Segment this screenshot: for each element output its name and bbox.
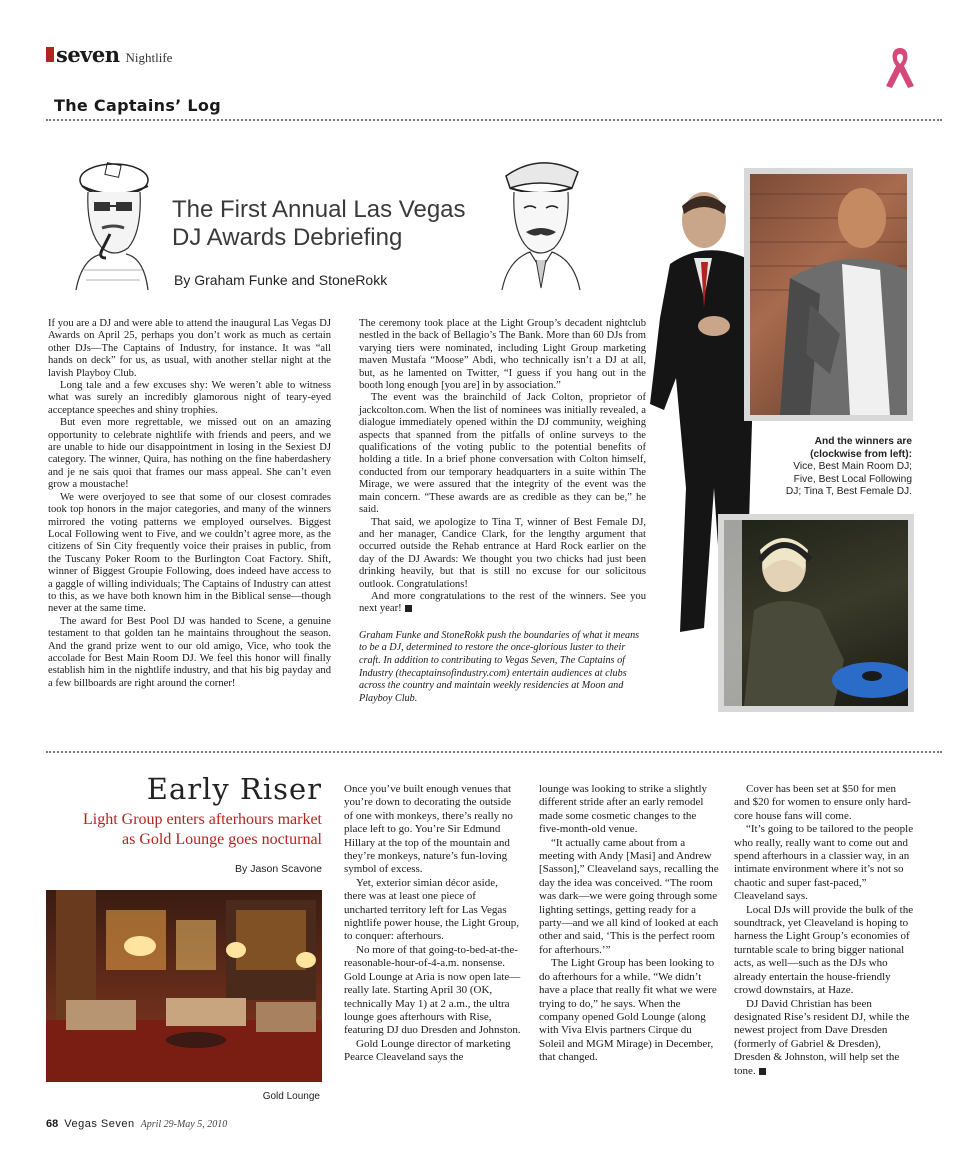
kicker: The Captains’ Log [54, 96, 221, 115]
footer [46, 1118, 227, 1130]
caption-line-4: Five, Best Local Following [793, 473, 912, 485]
photo-five [744, 168, 913, 421]
end-mark-icon [759, 1068, 766, 1075]
paragraph: Yet, exterior simian décor aside, there was at least one piece of uncharted territory left for Las Vegas nightlife power house, the Light Group, to conquer: afterhours. [344, 876, 520, 943]
paragraph-with-endmark [359, 591, 646, 616]
caption-line-5: DJ; Tina T, Best Female DJ. [785, 486, 912, 498]
paragraph: “It actually came about from a meeting with Andy [Masi] and Andrew [Sasson],” Cleaveland says, recalling the day the idea was conceived. “The room was dark—we were going through some lighting settings, getting ready for a party—and we all kind of looked at each other and said, ‘This is the perfect room for afterhours.’” [539, 836, 719, 956]
publication-name: Vegas Seven [64, 1118, 135, 1130]
paragraph: The Light Group has been looking to do afterhours for a while. “We didn’t have a place that really fit what we were trying to do,” he says. When the company opened Gold Lounge (along with Viva Elvis partners Cirque du Soleil and MGM Mirage) in December, that changed. [539, 957, 717, 1064]
pink-ribbon-icon [882, 44, 918, 92]
paragraph: The event was the brainchild of Jack Colton, proprietor of jackcolton.com. When the list of nominees was initially revealed, a dialogue immediately opened within the DJ community, weighing aspects that spanned from the pitfalls of online surveys to the qualifications of the voting public to the potential benefits of holding a title. In a brief phone conversation with Colton himself, conducted from our temporary headquarters in a suite within The Mirage, we were assured that the integrity of the event was the main concern. “These awards are as credible as they can be,” he said. [359, 392, 646, 516]
section-label: Nightlife [125, 50, 173, 65]
feature-title-line-1: The First Annual Las Vegas [172, 196, 466, 223]
caption-line-3: Vice, Best Main Room DJ; [793, 461, 912, 473]
paragraph: We were overjoyed to see that some of our closest comrades took top honors in the major categories, and many of the winners mirrored the voting patterns we employed ourselves. Biggest Local Following went to Five, and we couldn’t agree more, as the citizens of Sin City frequently voice their praises in public, from the Tuscany Poker Room to the Burlington Coat Factory. Shift, winner of Biggest Groupie Following, does indeed have access to a gaggle of willing individuals; The Captains of Industry can attest to this, as we have both known him in the Biblical sense—though never at the same time. [48, 491, 331, 615]
paragraph: That said, we apologize to Tina T, winner of Best Female DJ, and her manager, Candice Clark, for the lengthy argument that occurred outside the Rehab entrance at Hard Rock earlier on the day of the DJ Awards: We thought you two chicks had just been drinking heavily, but that is still no excuse for our solicitous outlook. Congratulations! [359, 516, 646, 590]
paragraph: The award for Best Pool DJ was handed to Scene, a genuine testament to that golden tan he maintains throughout the season. And the grand prize went to our old amigo, Vice, who took the accolade for Best Main Room DJ. We feel this honor will finally establish him in the nightlife industry, and that his big payday and a few billboards are right around the corner! [48, 615, 331, 689]
paragraph: Gold Lounge director of marketing Pearce Cleaveland says the [344, 1037, 511, 1064]
captain-sketch-left [62, 150, 162, 290]
photo-caption: Gold Lounge [262, 1091, 320, 1102]
paragraph: “It’s going to be tailored to the people who really, really want to come out and spend afterhours in a classier way, in an intimate environment where it’s not so chaotic and super fast-paced,” Cleaveland says. [734, 823, 914, 903]
feature2-byline: By Jason Scavone [235, 863, 322, 875]
divider-middle [46, 751, 942, 753]
divider-top [46, 119, 942, 121]
feature2-deck [46, 810, 322, 850]
logo-bar [46, 47, 54, 62]
deck-line-1: Light Group enters afterhours market [82, 811, 322, 828]
feature2-column-2 [539, 783, 719, 1065]
caption-line-1: And the winners are [814, 436, 912, 447]
captain-sketch-right [492, 148, 590, 290]
photo-gold-lounge [46, 890, 322, 1082]
feature-byline: By Graham Funke and StoneRokk [174, 272, 388, 288]
logo[interactable]: seven [56, 42, 120, 67]
feature2-title: Early Riser [146, 772, 322, 806]
author-bio: Graham Funke and StoneRokk push the boundaries of what it means to be a DJ, determined to restore the once-glorious luster to their craft. In addition to contributing to Vegas Seven, The Captains of Industry (thecaptainsofindustry.com) entertain audiences at clubs across the country and maintain weekly residencies at Moon and Playboy Club. [359, 629, 640, 704]
paragraph: Cover has been set at $50 for men and $20 for women to ensure only hard-core house fans will come. [734, 783, 911, 822]
winners-caption [770, 436, 912, 499]
paragraph: If you are a DJ and were able to attend the inaugural Las Vegas DJ Awards on April 25, perhaps you don’t work as much as certain other DJs—The Captains of Industry, for instance. It was “all hands on deck” for us, as usual, with another stellar night at the lavish Playboy Club. [48, 318, 331, 379]
photo-tina-t [718, 514, 914, 712]
feature1-column-1 [48, 318, 331, 690]
paragraph: And more congratulations to the rest of the winners. See you next year! [359, 590, 646, 615]
paragraph: lounge was looking to strike a slightly different stride after an early remodel made some cosmetic changes to the five-month-old venue. [539, 783, 708, 836]
paragraph: But even more regrettable, we missed out on an amazing opportunity to celebrate nightlife with friends and peers, and we are unable to hide our disappointment in losing in the Sexiest DJ category. The winner, Quira, has nothing on the fine haberdashery and je ne sais quoi that frames our mass appeal. She can’t even grow a moustache! [48, 417, 331, 491]
paragraph: Once you’ve built enough venues that you’re down to decorating the outside of one with monkeys, there’s really no place left to go. You’re Sir Edmund Hillary at the top of the mountain and they’re monkeys, nature’s fun-loving symbol of excess. [344, 783, 513, 876]
caption-line-2: (clockwise from left): [810, 448, 912, 460]
paragraph-with-endmark [734, 998, 914, 1078]
issue-dates: April 29-May 5, 2010 [140, 1119, 228, 1130]
paragraph: Local DJs will provide the bulk of the soundtrack, yet Cleaveland is hoping to harness the Light Group’s economies of turntable scale to bring bigger national acts, as well—such as the DJs who already entertain the house-friendly crowd downstairs, at Haze. [734, 903, 914, 997]
feature1-column-2 [359, 318, 646, 705]
feature-title [172, 196, 466, 252]
end-mark-icon [405, 605, 412, 612]
feature2-column-1 [344, 783, 522, 1065]
paragraph: DJ David Christian has been designated Rise’s resident DJ, while the newest project from Dave Dresden (formerly of Gabriel & Dresden), Dresden & Johnston, will help set the tone. [734, 997, 910, 1077]
feature2-column-3 [734, 783, 914, 1078]
deck-line-2: as Gold Lounge goes nocturnal [122, 831, 322, 848]
feature-title-line-2: DJ Awards Debriefing [172, 224, 403, 251]
masthead [46, 42, 172, 66]
paragraph: The ceremony took place at the Light Group’s decadent nightclub nestled in the back of Bellagio’s The Bank. More than 60 DJs from varying tiers were nominated, including Light Group marketing maven Mustafa “Moose” Abdi, who technically isn’t a DJ at all, but, as he lamented on Twitter, “I guess if you hang out in the booth long enough [you are] in by association.” [359, 318, 646, 392]
paragraph: Long tale and a few excuses shy: We weren’t able to witness what was surely an incredibly glamorous night of teary-eyed acceptance speeches and shiny trophies. [48, 380, 331, 416]
paragraph: No more of that going-to-bed-at-the-reasonable-hour-of-4-a.m. nonsense. Gold Lounge at Aria is now open late—really late. Starting April 30 (OK, technically May 1) at 2 a.m., the ultra lounge goes afterhours with Rise, featuring DJ duo Dresden and Johnston. [344, 943, 521, 1037]
page-number: 68 [46, 1118, 59, 1130]
